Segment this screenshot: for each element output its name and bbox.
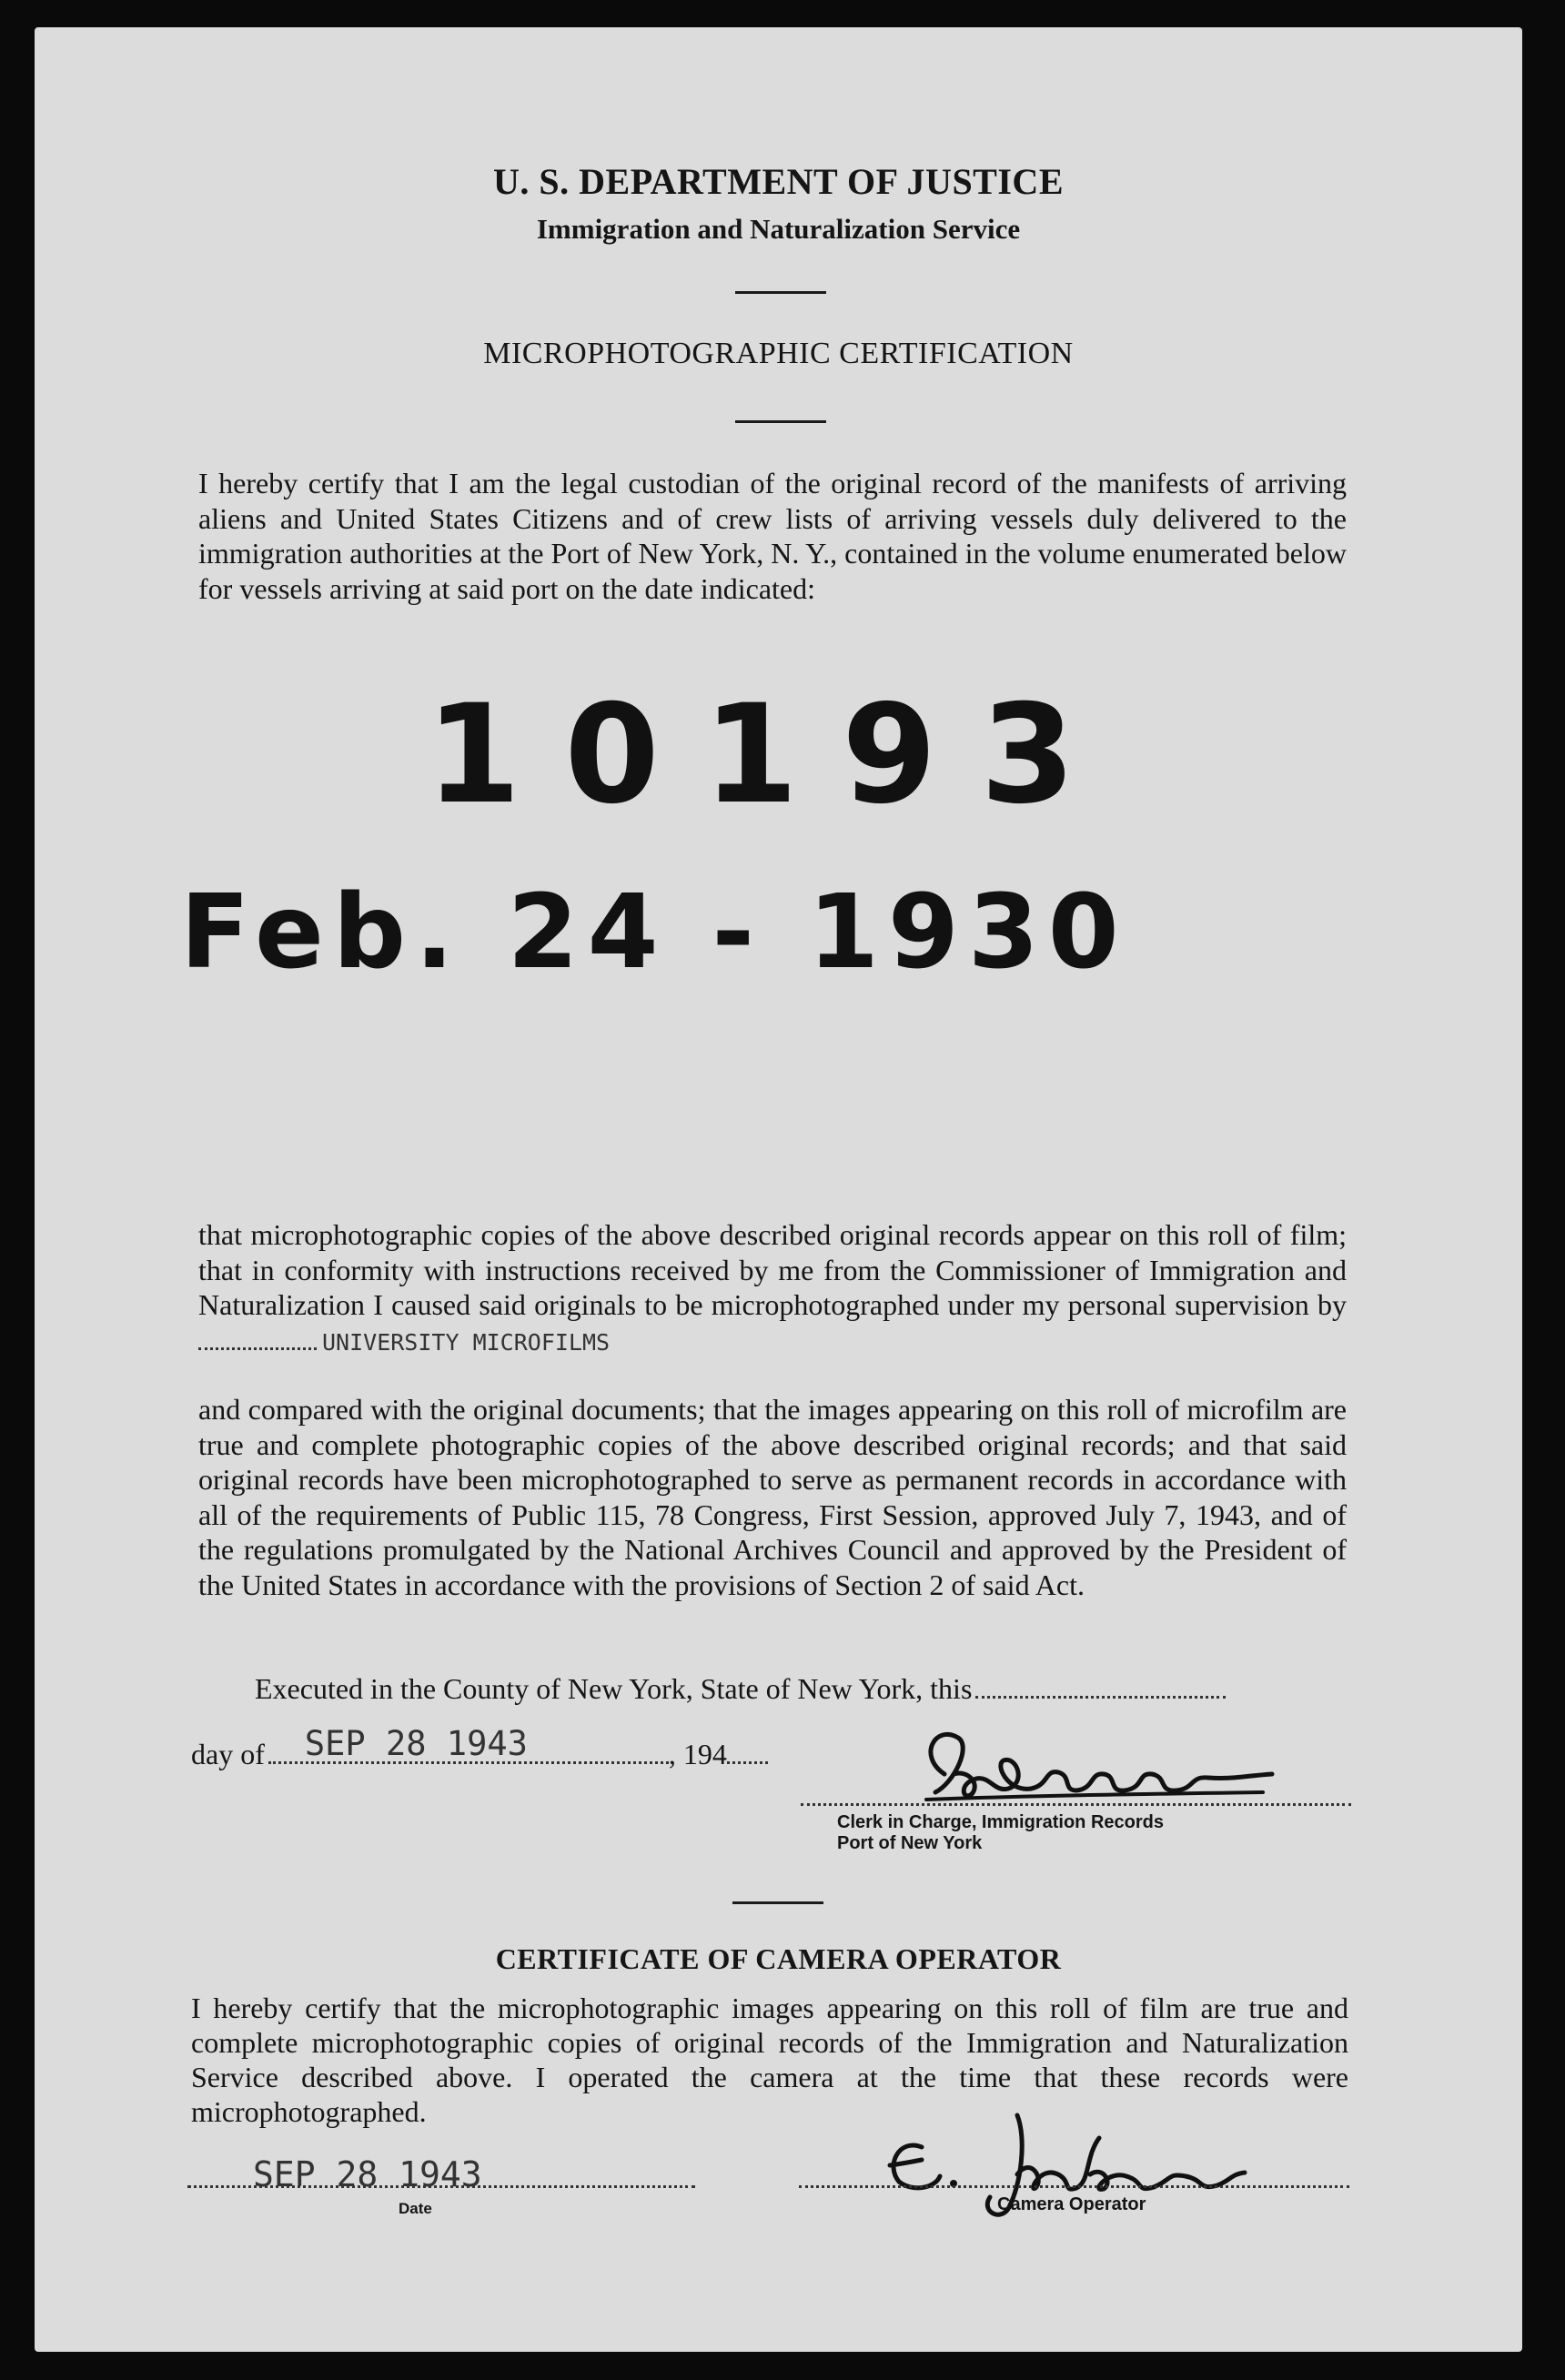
department-heading: U. S. DEPARTMENT OF JUSTICE [493, 161, 1064, 202]
certification-body-lead-text: that microphotographic copies of the above described original records appear on this roll of film; that in conformity with instructions received by me from the Commissioner of Immigration and Naturalization I caused said originals to be microphotographed under my personal supervision by [198, 1218, 1347, 1321]
divider-top [735, 291, 826, 294]
certification-intro: I hereby certify that I am the legal custodian of the original record of the manifests of arriving aliens and United States Citizens and of crew lists of arriving vessels duly delivered to the immigration authorities at the Port of New York, N. Y., contained in the volume enumerated below for vessels arriving at said port on the date indicated: [198, 467, 1347, 605]
day-of-label: day of [191, 1738, 265, 1770]
day-of-line [191, 1724, 768, 1771]
certification-body-rest: and compared with the original documents; that the images appearing on this roll of microfilm are true and complete photographic copies of the above described original records; and that said original records have been microphotographed to serve as permanent records in accordance with all of the requirements of Public 115, 78 Congress, First Session, approved July 7, 1943, and of the regulations promulgated by the National Archives Council and approved by the President of the United States in accordance with the provisions of Section 2 of said Act. [198, 1393, 1347, 1601]
executed-dotted-line [975, 1696, 1226, 1699]
operator-date-label: Date [399, 2200, 432, 2217]
handwritten-volume-date: Feb. 24 - 1930 [180, 873, 1128, 992]
certificate-page [35, 27, 1522, 2352]
executed-line [255, 1672, 1226, 1706]
camera-operator-label: Camera Operator [997, 2194, 1146, 2214]
day-dotted-line [268, 1724, 669, 1764]
year-dotted-line [727, 1761, 768, 1764]
day-date-stamp: SEP 28 1943 [304, 1724, 528, 1763]
operator-signature-line [799, 2185, 1349, 2188]
divider-middle [735, 420, 826, 423]
clerk-title: Clerk in Charge, Immigration Records [837, 1812, 1164, 1832]
operator-heading: CERTIFICATE OF CAMERA OPERATOR [495, 1942, 1062, 1975]
clerk-title-block [837, 1812, 1164, 1854]
operator-date-stamp: SEP 28 1943 [253, 2154, 482, 2194]
operator-date-line [187, 2185, 695, 2188]
operator-certification-text: I hereby certify that the microphotographic images appearing on this roll of film are true and complete microphotographic copies of original records of the Immigration and Naturalization Service described above. I operated the camera at the time that these records were microphotographed. [191, 1992, 1348, 2128]
divider-bottom [732, 1901, 823, 1904]
supervisor-dotted-line [198, 1347, 317, 1350]
executed-line-text: Executed in the County of New York, State of New York, this [255, 1672, 973, 1705]
clerk-port: Port of New York [837, 1833, 983, 1853]
supervisor-stamp: UNIVERSITY MICROFILMS [322, 1328, 611, 1356]
year-prefix: , 194 [668, 1738, 727, 1770]
handwritten-volume-number: 10193 [426, 676, 1119, 834]
service-subheading: Immigration and Naturalization Service [536, 213, 1021, 245]
clerk-signature-line [801, 1803, 1351, 1806]
certification-title: MICROPHOTOGRAPHIC CERTIFICATION [483, 337, 1074, 370]
certification-body-lead [198, 1217, 1347, 1360]
